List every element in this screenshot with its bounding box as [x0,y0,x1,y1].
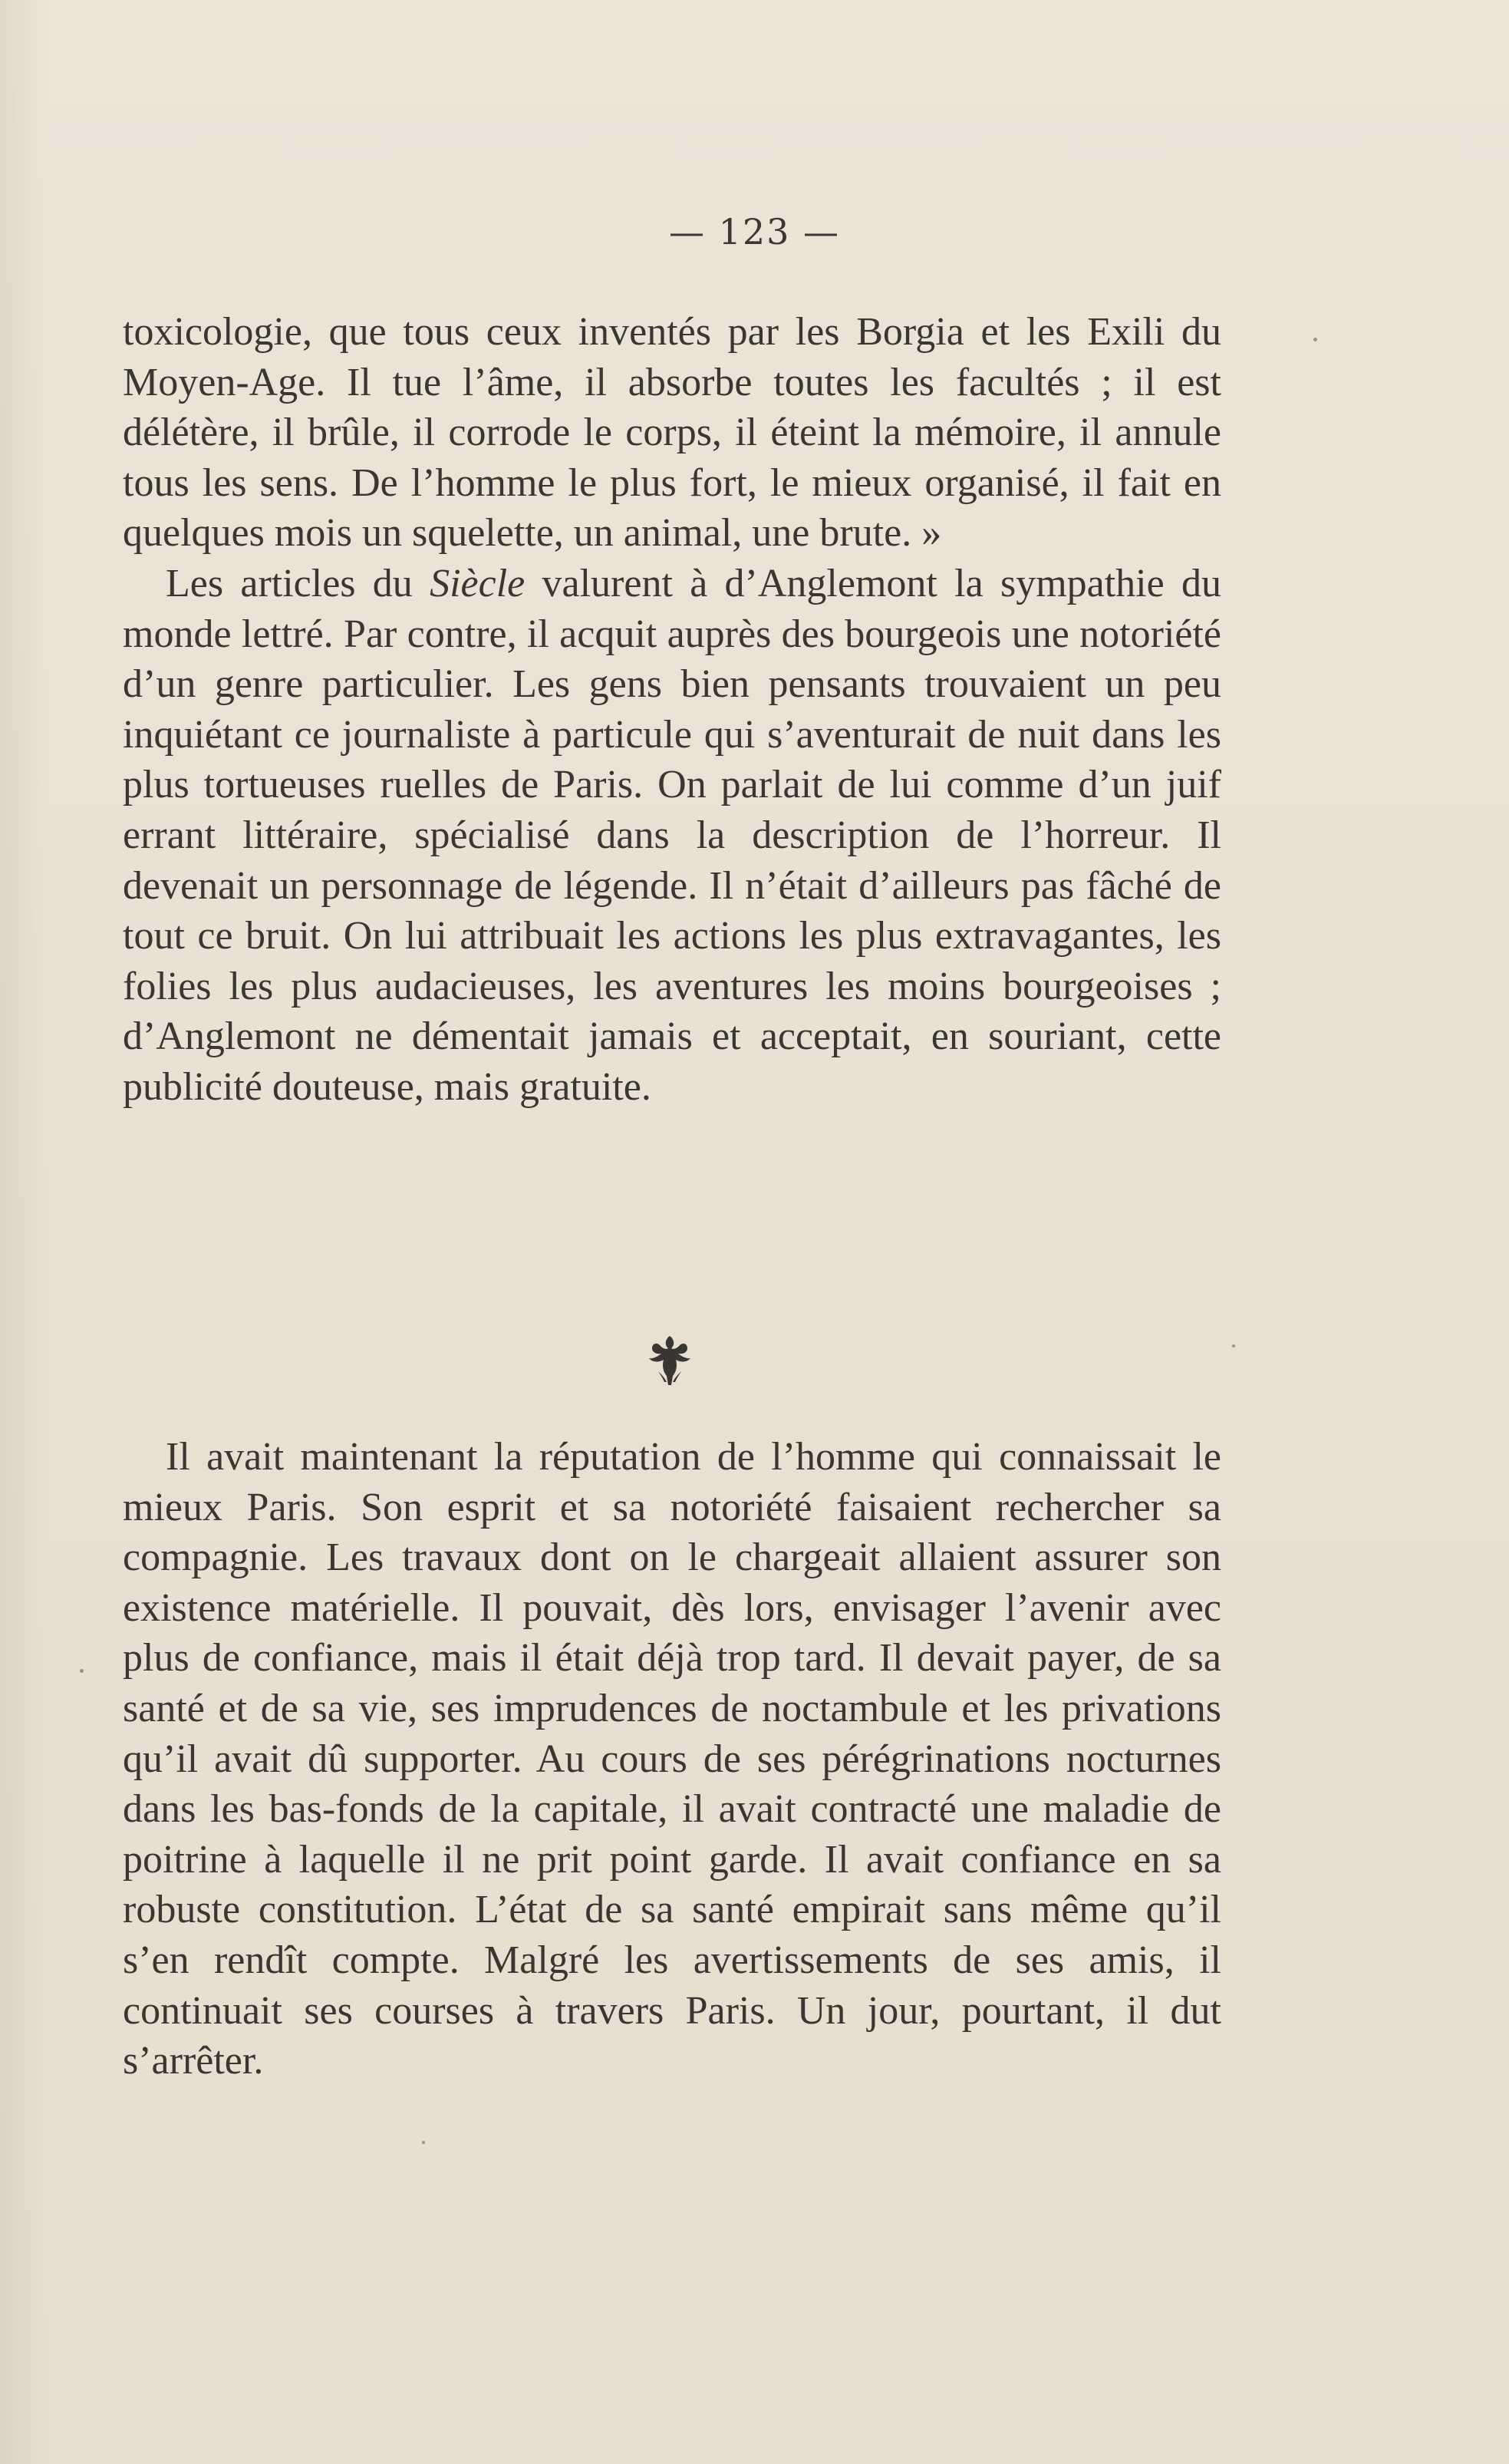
paragraph-2 [123,559,1221,1113]
fleuron-icon [643,1331,697,1393]
text-block-top [123,307,1221,1113]
paragraph-2-start: Les articles du [166,561,430,605]
paragraph-2-rest: valurent à d’Anglemont la sympathie du monde lettré. Par contre, il acquit auprès des bourgeois une notoriété d’un genre particulier. Les gens bien pensants trouvaient un peu inquiétant ce journaliste à particule qui s’aventurait de nuit dans les plus tortueuses ruelles de Paris. On parlait de lui comme d’un juif errant littéraire, spécialisé dans la description de l’horreur. Il devenait un personnage de légende. Il n’était d’ailleurs pas fâché de tout ce bruit. On lui attribuait les actions les plus extravagantes, les folies les plus audacieuses, les aventures les moins bourgeoises ; d’Anglemont ne démentait jamais et acceptait, en souriant, cette publicité douteuse, mais gratuite. [123,561,1221,1109]
text-block-bottom [123,1432,1221,2086]
paragraph-1: toxicologie, que tous ceux inventés par les Borgia et les Exili du Moyen-Age. Il tue l’âme, il absorbe toutes les facultés ; il est délétère, il brûle, il corrode le corps, il éteint la mémoire, il annule tous les sens. De l’homme le plus fort, le mieux organisé, il fait en quelques mois un squelette, un animal, une brute. » [123,310,1221,556]
paper-speck [1313,338,1317,341]
page-number: — 123 — [668,211,841,252]
paper-speck [1232,1344,1235,1347]
paragraph-3: Il avait maintenant la réputation de l’homme qui connaissait le mieux Paris. Son esprit et sa notoriété faisaient rechercher sa compagnie. Les travaux dont on le chargeait allaient assurer son existence matérielle. Il pouvait, dès lors, envisager l’avenir avec plus de confiance, mais il était déjà trop tard. Il devait payer, de sa santé et de sa vie, ses imprudences de noctambule et les privations qu’il avait dû supporter. Au cours de ses pérégrinations nocturnes dans les bas-fonds de la capitale, il avait contracté une maladie de poitrine à laquelle il ne prit point garde. Il avait confiance en sa robuste constitution. L’état de sa santé empirait sans même qu’il s’en rendît compte. Malgré les avertissements de ses amis, il continuait ses courses à travers Paris. Un jour, pourtant, il dut s’arrêter. [123,1435,1221,2083]
newspaper-title: Siècle [430,561,526,605]
paper-speck [422,2141,425,2144]
paper-speck [80,1669,84,1673]
